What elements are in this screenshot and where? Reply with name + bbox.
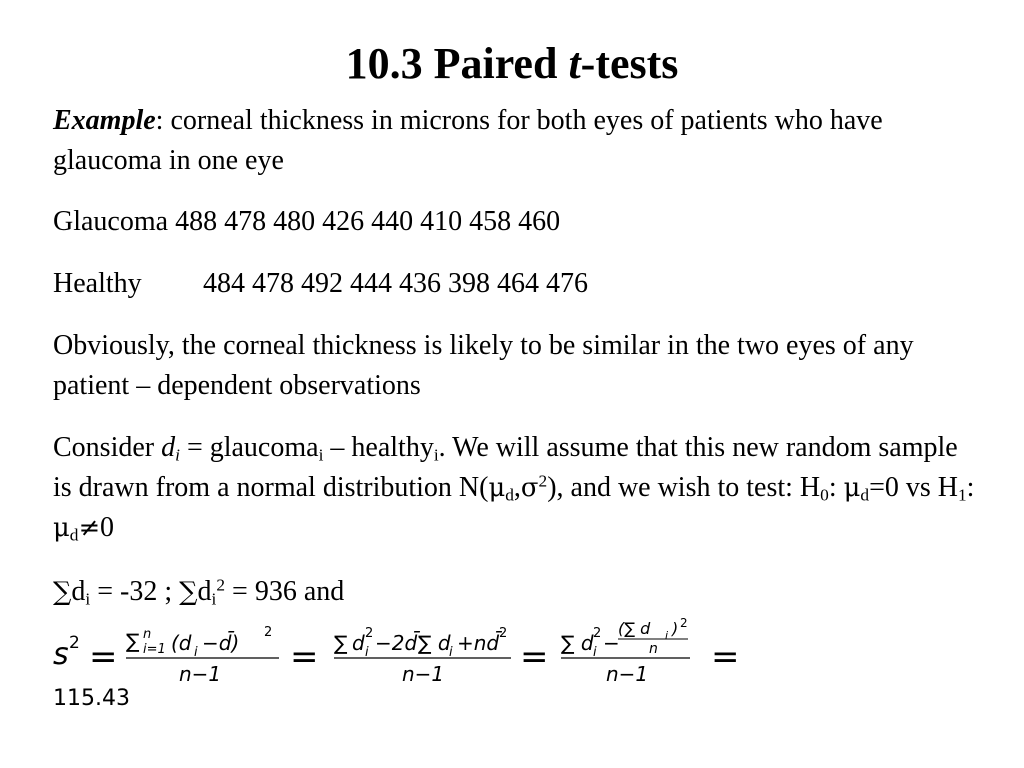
svg-text:(d: (d [171,631,192,655]
healthy-row [53,264,983,304]
title-text: 10.3 Paired [345,39,569,88]
svg-text:n: n [649,641,658,657]
svg-text:n−1: n−1 [179,662,222,686]
svg-text:−2d̄: −2d̄ [375,631,418,655]
example-label: Example [53,105,156,136]
observation-paragraph: Obviously, the corneal thickness is likely to be similar in the two eyes of any patient – dependent observations [53,330,914,401]
example-paragraph [53,101,983,181]
svg-text:2: 2 [365,626,374,641]
healthy-label: Healthy [53,268,142,299]
svg-text:2: 2 [593,626,602,641]
svg-text:d: d [352,631,365,655]
formula-s: s [53,637,69,672]
variance-result: 115.43 [53,686,130,711]
svg-text:i: i [449,645,453,660]
svg-text:∑ d: ∑ d [418,631,451,655]
variance-formula-svg [53,618,833,688]
slide-title [0,38,1024,90]
svg-text:i: i [194,645,198,660]
svg-text:): ) [672,619,679,638]
formula-eq-3: = [520,637,549,677]
healthy-values: 484 478 492 444 436 398 464 476 [203,268,588,299]
example-text: : corneal thickness in microns for both eyes of patients who have glaucoma in one eye [53,105,883,176]
svg-text:2: 2 [264,625,273,640]
glaucoma-values: 488 478 480 426 440 410 458 460 [175,206,561,237]
svg-text:+nd̄: +nd̄ [457,631,500,655]
svg-text:n−1: n−1 [402,662,445,686]
svg-text:i: i [365,645,369,660]
svg-text:n: n [143,627,152,642]
sums-line: $\sum d_i = -32$ ; $\sum d_i^2 = 936$ and [53,575,345,609]
svg-text:−: − [603,631,620,655]
glaucoma-row [53,202,983,242]
formula-eq-1: = [89,637,118,677]
title-t-italic: t [568,39,581,88]
svg-text:i: i [665,629,669,642]
glaucoma-label: Glaucoma [53,206,169,237]
consider-paragraph: Consider $d_i$ = glaucoma$_i$ – healthy$_i$. We will assume that this new random sample is drawn from a normal distribution $N(\mu_d,\sigma^2)$, and we wish to test: $H_0$: $\mu_d=0$ vs $H_1$: $\mu_d\ne 0$ [53,432,975,545]
svg-text:∑ d: ∑ d [561,631,594,655]
svg-text:∑: ∑ [334,631,348,655]
svg-text:i=1: i=1 [143,642,166,657]
svg-text:2: 2 [680,618,688,630]
svg-text:n−1: n−1 [606,662,649,686]
svg-text:∑: ∑ [126,629,140,653]
svg-text:−d̄): −d̄) [202,631,240,655]
svg-text:2: 2 [499,626,508,641]
formula-eq-2: = [290,637,319,677]
title-suffix: -tests [580,39,679,88]
variance-formula [53,618,833,693]
formula-eq-final: = [711,637,740,677]
svg-text:(∑ d: (∑ d [618,619,651,638]
formula-s-exp: 2 [69,633,80,653]
svg-text:i: i [593,645,597,660]
